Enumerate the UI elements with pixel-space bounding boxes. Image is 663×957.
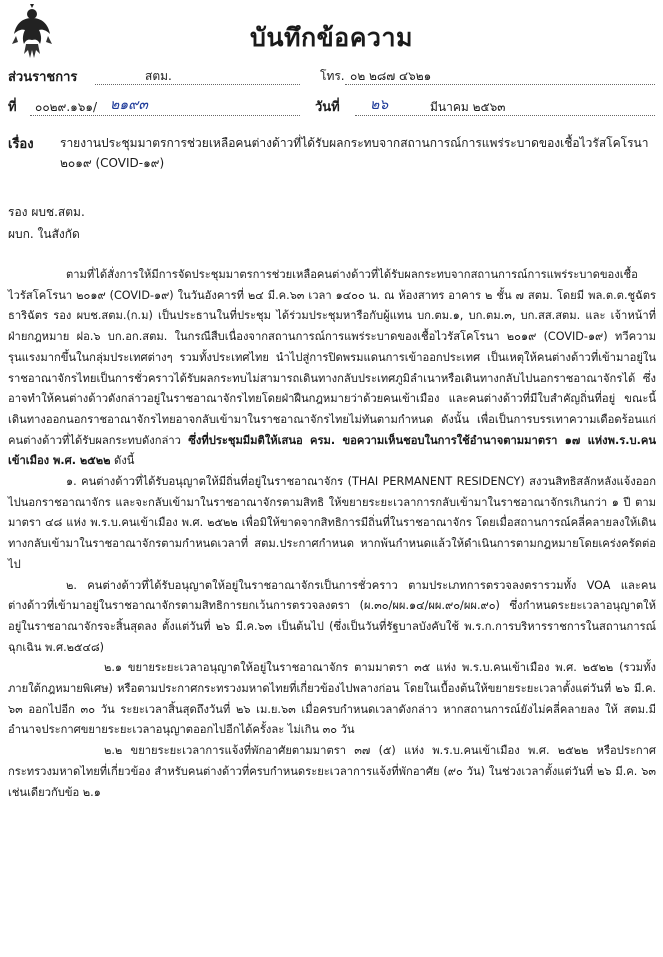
item-2: ๒. คนต่างด้าวที่ได้รับอนุญาตให้อยู่ในราชอาณาจักรเป็นการชั่วคราว ตามประเภทการตรวจลงตรารวมทั้ง VOA และคนต่างด้าวที่เข้ามาอยู่ในราชอาณาจักรตามสิทธิการยกเว้นการตรวจลงตรา (ผ.๓๐/ผผ.๑๔/ผผ.๙๐/ผผ.๙๐) ซึ่งกำหนดระยะเวลาอนุญาตให้อยู่ในราชอาณาจักรจะสิ้นสุดลง ตั้งแต่วันที่ ๒๖ มี.ค.๖๓ เป็นต้นไป (ซึ่งเป็นวันที่รัฐบาลบังคับใช้ พ.ร.ก.การบริหารราชการในสถานการณ์ฉุกเฉิน พ.ศ.๒๕๔๘) [8,578,656,654]
addressee-line-2: ผบก. ในสังกัด [8,227,80,241]
item-1: ๑. คนต่างด้าวที่ได้รับอนุญาตให้มีถิ่นที่อยู่ในราชอาณาจักร (THAI PERMANENT RESIDENCY) สงวนสิทธิสลักหลังแจ้งออกไปนอกราชอาณาจักร และจะกลับเข้ามาในราชอาณาจักรตามสิทธิ ให้ขยายระยะเวลาการกลับเข้ามาในราชอาณาจักรเกินกว่า ๑ ปี ตามมาตรา ๔๘ แห่ง พ.ร.บ.คนเข้าเมือง พ.ศ. ๒๕๒๒ เพื่อมิให้ขาดจากสิทธิการมีถิ่นที่ในราชอาณาจักร โดยเมื่อสถานการณ์คลี่คลายลงให้เดินทางกลับเข้ามาในราชอาณาจักรตามกำหนดเวลาที่ สตม.ประกาศกำหนด หากพ้นกำหนดแล้วให้ดำเนินการตามกฎหมายโดยเคร่งครัดต่อไป [8,475,656,571]
phone-dotted-line [345,84,655,85]
intro-tail: ดังนี้ [110,454,135,468]
agency-row [8,66,77,87]
intro-text: ตามที่ได้สั่งการให้มีการจัดประชุมมาตรการช่วยเหลือคนต่างด้าวที่ได้รับผลกระทบจากสถานการณ์การแพร่ระบาดของเชื้อไวรัสโคโรนา ๒๐๑๙ (COVID-๑๙) ในวันอังคารที่ ๒๔ มี.ค.๖๓ เวลา ๑๔๐๐ น. ณ ห้องสาทร อาคาร ๒ ชั้น ๗ สตม. โดยมี พล.ต.ต.ชูฉัตร ธาริฉัตร รอง ผบช.สตม.(ก.ม) เป็นประธานในที่ประชุม ได้ร่วมประชุมหารือกับผู้แทน บก.ตม.๑, บก.ตม.๓, บก.สส.สตม. และ เจ้าหน้าที่ฝ่ายกฎหมาย ฝอ.๖ บก.อก.สตม. ในกรณีสืบเนื่องจากสถานการณ์การแพร่ระบาดของเชื้อไวรัสโคโรนา ๒๐๑๙ (COVID-๑๙) ทวีความรุนแรงมากขึ้นในกลุ่มประเทศต่างๆ รวมทั้งประเทศไทย นำไปสู่การปิดพรมแดนการเข้าออกประเทศ เป็นเหตุให้คนต่างด้าวที่เข้ามาอยู่ในราชอาณาจักรไทยเป็นการชั่วคราวได้รับผลกระทบไม่สามารถเดินทางกลับประเทศภูมิลำเนาหรือเดินทางกลับไปนอกราชอาณาจักรได้ ซึ่งอาจทำให้คนต่างด้าวดังกล่าวอยู่ในราชอาณาจักรไทยโดยฝ่าฝืนกฎหมายว่าด้วยคนเข้าเมือง และคนต่างด้าวที่มีใบสำคัญถิ่นที่อยู่ ขณะนี้เดินทางออกนอกราชอาณาจักรไทยอาจกลับเข้ามาในราชอาณาจักรไทยไม่ทันตามกำหนด ดังนั้น เพื่อเป็นการบรรเทาความเดือดร้อนแก่คนต่างด้าวที่ได้รับผลกระทบดังกล่าว [8,268,656,447]
subject-text: รายงานประชุมมาตรการช่วยเหลือคนต่างด้าวที่ได้รับผลกระทบจากสถานการณ์การแพร่ระบาดของเชื้อไวรัสโคโรนา ๒๐๑๙ (COVID-๑๙) [60,136,649,170]
agency-value: สตม. [145,69,172,83]
agency-dotted-line [95,84,300,85]
ref-value: ๐๐๒๙.๑๖๑/ [35,100,98,114]
ref-dotted-line [30,115,300,116]
date-month-year: มีนาคม ๒๕๖๓ [430,100,506,114]
ref-handwritten-number: ๒๑๙๓ [110,97,148,113]
date-label: วันที่ [315,100,340,115]
item-2-1: ๒.๑ ขยายระยะเวลาอนุญาตให้อยู่ในราชอาณาจักร ตามมาตรา ๓๕ แห่ง พ.ร.บ.คนเข้าเมือง พ.ศ. ๒๕๒๒ (รวมทั้งภายใต้กฎหมายพิเศษ) หรือตามประกาศกระทรวงมหาดไทยที่เกี่ยวข้องไปพลางก่อน โดยในเบื้องต้นให้ขยายระยะเวลาตั้งแต่วันที่ ๒๖ มี.ค. ๖๓ ออกไปอีก ๓๐ วัน ระยะเวลาสิ้นสุดถึงวันที่ ๒๖ เม.ย.๖๓ เมื่อครบกำหนดเวลาดังกล่าว หากสถานการณ์ยังไม่คลี่คลายลง ให้ สตม.มีอำนาจประกาศขยายระยะเวลาอนุญาตออกไปอีกได้ครั้งละ ไม่เกิน ๓๐ วัน [8,661,656,737]
agency-label: ส่วนราชการ [8,70,78,85]
date-day-handwritten: ๒๖ [370,97,389,113]
paragraph-intro [8,265,656,472]
memo-body [8,265,656,803]
item-2-2: ๒.๒ ขยายระยะเวลาการแจ้งที่พักอาศัยตามมาตรา ๓๗ (๕) แห่ง พ.ร.บ.คนเข้าเมือง พ.ศ. ๒๕๒๒ หรือประกาศกระทรวงมหาดไทยที่เกี่ยวข้อง สำหรับคนต่างด้าวที่ครบกำหนดระยะเวลาการแจ้งที่พักอาศัย (๙๐ วัน) ในช่วงเวลาตั้งแต่วันที่ ๒๖ มี.ค. ๖๓ เช่นเดียวกับข้อ ๒.๑ [8,744,656,799]
date-dotted-line [355,115,655,116]
ref-label: ที่ [8,100,17,115]
resolution-text: ซึ่งที่ประชุมมีมติให้เสนอ ครม. ขอความเห็นชอบในการใช้อำนาจตามมาตรา ๑๗ แห่งพ.ร.บ.คนเข้าเมือง พ.ศ. ๒๕๒๒ [8,433,656,468]
phone-value: ๐๒ ๒๘๗ ๔๖๒๑ [350,69,432,83]
addressee-line-1: รอง ผบช.สตม. [8,205,85,219]
memo-title: บันทึกข้อความ [250,23,413,52]
subject-label: เรื่อง [8,137,34,152]
date-label-wrap [315,96,340,117]
ref-row [8,96,17,117]
phone-label: โทร. [320,69,345,83]
